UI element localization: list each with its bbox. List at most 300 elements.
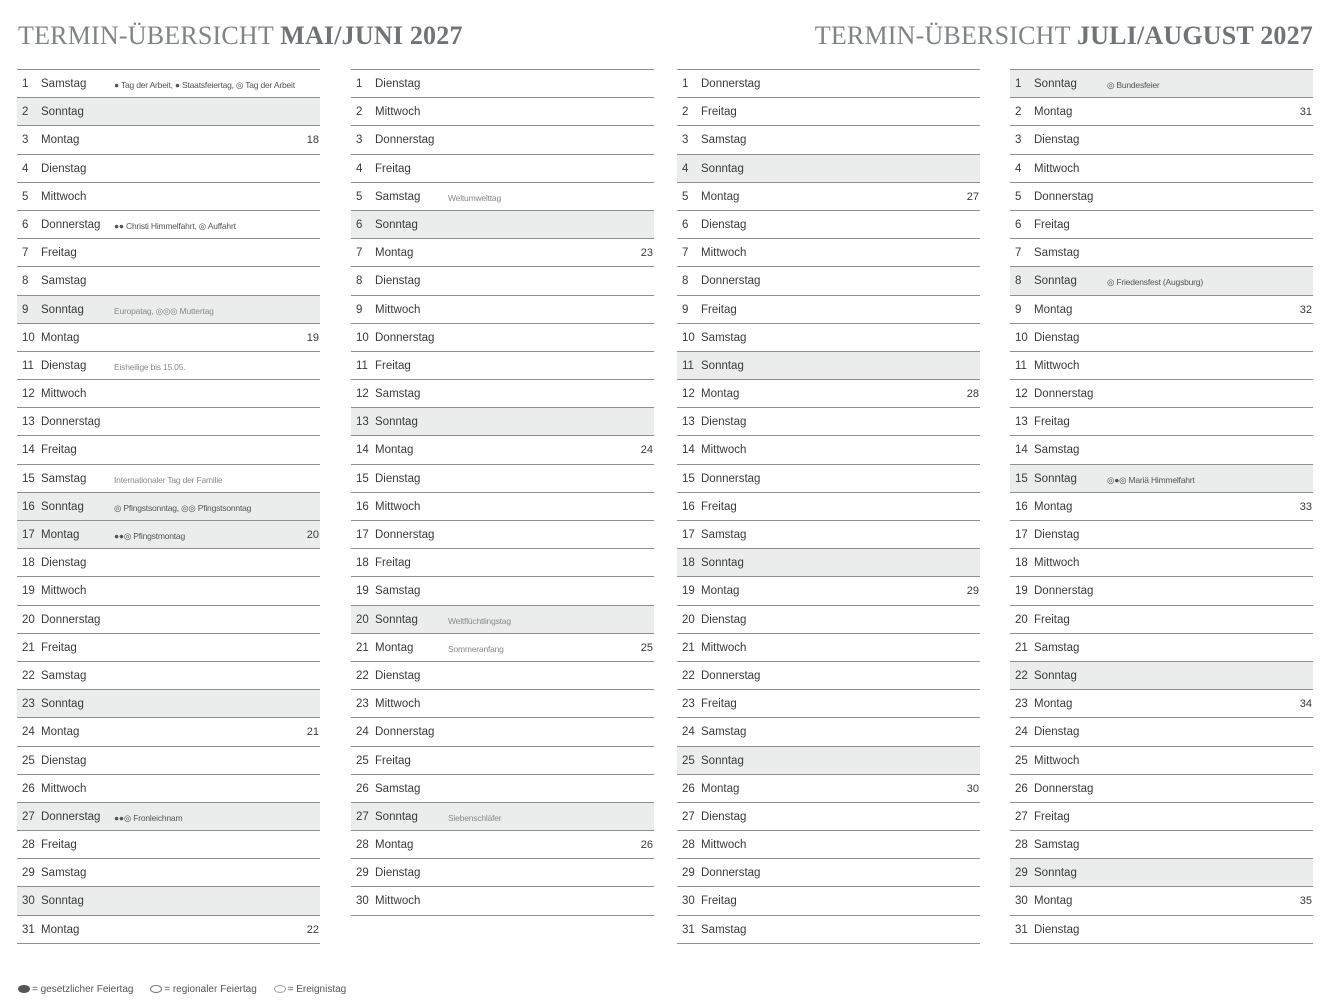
day-row bbox=[677, 717, 980, 745]
day-row bbox=[1010, 125, 1313, 153]
weekday-name: Mittwoch bbox=[375, 303, 421, 316]
weekday-name: Donnerstag bbox=[41, 218, 101, 231]
day-row bbox=[17, 125, 320, 153]
weekday-name: Montag bbox=[1034, 106, 1073, 119]
day-note: ◎ Pfingstsonntag, ◎◎ Pfingstsonntag bbox=[114, 502, 252, 513]
weekday-name: Mittwoch bbox=[1034, 162, 1080, 175]
day-number: 9 bbox=[1015, 303, 1022, 316]
day-row bbox=[677, 886, 980, 914]
weekday-name: Donnerstag bbox=[41, 613, 101, 626]
day-row bbox=[17, 576, 320, 604]
weekday-name: Montag bbox=[375, 641, 414, 654]
weekday-name: Montag bbox=[375, 444, 414, 457]
weekday-name: Sonntag bbox=[375, 613, 418, 626]
day-number: 16 bbox=[682, 500, 695, 513]
day-number: 3 bbox=[682, 134, 689, 147]
day-note: Weltumwelttag bbox=[448, 192, 501, 203]
day-number: 10 bbox=[356, 331, 369, 344]
title-bold: MAI/JUNI 2027 bbox=[280, 21, 463, 50]
day-row bbox=[677, 802, 980, 830]
day-number: 2 bbox=[356, 106, 363, 119]
day-row bbox=[17, 295, 320, 323]
day-row bbox=[351, 125, 654, 153]
day-number: 15 bbox=[22, 472, 35, 485]
weekday-name: Sonntag bbox=[375, 218, 418, 231]
weekday-name: Donnerstag bbox=[41, 810, 101, 823]
day-number: 22 bbox=[682, 669, 695, 682]
day-row bbox=[17, 774, 320, 802]
day-row bbox=[17, 435, 320, 463]
weekday-name: Freitag bbox=[375, 754, 411, 767]
day-number: 28 bbox=[1015, 839, 1028, 852]
day-row bbox=[351, 182, 654, 210]
weekday-name: Dienstag bbox=[1034, 923, 1080, 936]
day-row bbox=[17, 210, 320, 238]
weekday-name: Dienstag bbox=[1034, 331, 1080, 344]
day-row bbox=[677, 915, 980, 944]
day-number: 23 bbox=[682, 698, 695, 711]
page-title-right bbox=[815, 18, 1313, 54]
weekday-name: Freitag bbox=[375, 557, 411, 570]
day-row bbox=[351, 295, 654, 323]
weekday-name: Sonntag bbox=[701, 557, 744, 570]
day-row bbox=[1010, 323, 1313, 351]
day-row bbox=[1010, 858, 1313, 886]
day-row bbox=[1010, 492, 1313, 520]
day-number: 3 bbox=[22, 134, 29, 147]
day-number: 21 bbox=[22, 641, 35, 654]
day-note: Internationaler Tag der Familie bbox=[114, 474, 223, 485]
weekday-name: Donnerstag bbox=[701, 669, 761, 682]
day-number: 15 bbox=[356, 472, 369, 485]
day-row bbox=[17, 266, 320, 294]
day-row bbox=[17, 689, 320, 717]
day-row bbox=[1010, 97, 1313, 125]
day-number: 13 bbox=[22, 416, 35, 429]
weekday-name: Dienstag bbox=[701, 810, 747, 823]
day-row bbox=[1010, 802, 1313, 830]
weekday-name: Samstag bbox=[375, 388, 421, 401]
weekday-name: Donnerstag bbox=[701, 78, 761, 90]
day-row bbox=[351, 379, 654, 407]
day-number: 10 bbox=[22, 331, 35, 344]
day-number: 13 bbox=[356, 416, 369, 429]
weekday-name: Montag bbox=[1034, 500, 1073, 513]
legend-label: = regionaler Feiertag bbox=[164, 984, 257, 995]
day-row bbox=[17, 858, 320, 886]
day-number: 18 bbox=[356, 557, 369, 570]
weekday-name: Sonntag bbox=[701, 754, 744, 767]
day-row bbox=[351, 492, 654, 520]
month-column-mai bbox=[17, 69, 320, 944]
day-row bbox=[1010, 774, 1313, 802]
day-row bbox=[17, 464, 320, 492]
day-row bbox=[677, 351, 980, 379]
day-number: 2 bbox=[1015, 106, 1022, 119]
weekday-name: Sonntag bbox=[41, 303, 84, 316]
week-number: 20 bbox=[306, 529, 319, 541]
legend bbox=[18, 984, 360, 995]
weekday-name: Montag bbox=[41, 134, 80, 147]
legend-legal bbox=[18, 984, 133, 995]
legend-label: = gesetzlicher Feiertag bbox=[32, 984, 134, 995]
day-number: 16 bbox=[356, 500, 369, 513]
day-number: 17 bbox=[22, 529, 35, 541]
day-row bbox=[1010, 886, 1313, 914]
weekday-name: Samstag bbox=[1034, 247, 1080, 260]
weekday-name: Montag bbox=[701, 388, 740, 401]
weekday-name: Donnerstag bbox=[375, 529, 435, 541]
day-number: 27 bbox=[356, 810, 369, 823]
day-number: 23 bbox=[22, 698, 35, 711]
day-row bbox=[1010, 746, 1313, 774]
day-number: 31 bbox=[1015, 923, 1028, 936]
title-bold: JULI/AUGUST 2027 bbox=[1076, 21, 1313, 50]
weekday-name: Montag bbox=[1034, 303, 1073, 316]
event-day-icon bbox=[274, 985, 286, 993]
day-row bbox=[351, 746, 654, 774]
day-row bbox=[677, 435, 980, 463]
day-row bbox=[351, 407, 654, 435]
weekday-name: Freitag bbox=[375, 162, 411, 175]
weekday-name: Dienstag bbox=[1034, 529, 1080, 541]
day-number: 25 bbox=[22, 754, 35, 767]
day-row bbox=[17, 97, 320, 125]
day-number: 6 bbox=[22, 218, 29, 231]
day-number: 20 bbox=[1015, 613, 1028, 626]
day-row bbox=[351, 886, 654, 915]
day-number: 22 bbox=[356, 669, 369, 682]
day-row bbox=[677, 858, 980, 886]
weekday-name: Montag bbox=[41, 331, 80, 344]
day-row bbox=[677, 576, 980, 604]
day-row bbox=[17, 182, 320, 210]
day-number: 9 bbox=[682, 303, 689, 316]
day-row bbox=[351, 689, 654, 717]
weekday-name: Montag bbox=[41, 726, 80, 739]
weekday-name: Freitag bbox=[375, 359, 411, 372]
day-number: 20 bbox=[682, 613, 695, 626]
month-column-juni bbox=[351, 69, 654, 916]
weekday-name: Montag bbox=[375, 247, 414, 260]
weekday-name: Freitag bbox=[41, 641, 77, 654]
day-number: 27 bbox=[22, 810, 35, 823]
day-number: 29 bbox=[1015, 867, 1028, 880]
day-number: 2 bbox=[22, 106, 29, 119]
day-number: 30 bbox=[1015, 895, 1028, 908]
day-number: 9 bbox=[356, 303, 363, 316]
weekday-name: Donnerstag bbox=[375, 331, 435, 344]
day-number: 28 bbox=[22, 839, 35, 852]
weekday-name: Freitag bbox=[701, 303, 737, 316]
day-row bbox=[17, 379, 320, 407]
day-row bbox=[1010, 717, 1313, 745]
day-row bbox=[351, 633, 654, 661]
month-column-august bbox=[1010, 69, 1313, 944]
day-number: 29 bbox=[22, 867, 35, 880]
weekday-name: Montag bbox=[41, 923, 80, 936]
day-row bbox=[351, 774, 654, 802]
weekday-name: Mittwoch bbox=[1034, 557, 1080, 570]
day-row bbox=[677, 746, 980, 774]
weekday-name: Freitag bbox=[41, 247, 77, 260]
day-number: 14 bbox=[356, 444, 369, 457]
day-row bbox=[677, 182, 980, 210]
weekday-name: Freitag bbox=[701, 106, 737, 119]
day-row bbox=[351, 323, 654, 351]
day-number: 12 bbox=[682, 388, 695, 401]
page-title-left bbox=[18, 18, 463, 54]
week-number: 25 bbox=[640, 641, 653, 654]
legend-event bbox=[274, 984, 347, 995]
week-number: 28 bbox=[966, 388, 979, 401]
day-note: Sommeranfang bbox=[448, 643, 504, 654]
day-row bbox=[1010, 351, 1313, 379]
day-row bbox=[1010, 266, 1313, 294]
weekday-name: Sonntag bbox=[375, 416, 418, 429]
day-row bbox=[1010, 689, 1313, 717]
day-row bbox=[17, 520, 320, 548]
day-row bbox=[1010, 548, 1313, 576]
day-note: ◎ Bundesfeier bbox=[1107, 80, 1160, 90]
weekday-name: Mittwoch bbox=[701, 247, 747, 260]
weekday-name: Samstag bbox=[41, 867, 87, 880]
week-number: 33 bbox=[1299, 500, 1312, 513]
day-row bbox=[17, 802, 320, 830]
day-row bbox=[1010, 915, 1313, 944]
weekday-name: Donnerstag bbox=[41, 416, 101, 429]
day-number: 26 bbox=[682, 782, 695, 795]
day-row bbox=[351, 435, 654, 463]
day-row bbox=[351, 661, 654, 689]
legend-regional bbox=[150, 984, 257, 995]
day-number: 27 bbox=[682, 810, 695, 823]
weekday-name: Dienstag bbox=[701, 416, 747, 429]
weekday-name: Donnerstag bbox=[701, 867, 761, 880]
day-note: ● Tag der Arbeit, ● Staatsfeiertag, ◎ Tag der Arbeit bbox=[114, 80, 295, 90]
day-row bbox=[351, 548, 654, 576]
week-number: 18 bbox=[306, 134, 319, 147]
day-number: 28 bbox=[356, 839, 369, 852]
legal-holiday-icon bbox=[18, 985, 30, 993]
day-number: 12 bbox=[22, 388, 35, 401]
weekday-name: Mittwoch bbox=[41, 388, 87, 401]
day-row bbox=[17, 492, 320, 520]
day-number: 8 bbox=[356, 275, 363, 288]
day-number: 18 bbox=[682, 557, 695, 570]
day-row bbox=[677, 125, 980, 153]
weekday-name: Montag bbox=[375, 839, 414, 852]
day-number: 24 bbox=[1015, 726, 1028, 739]
weekday-name: Donnerstag bbox=[375, 726, 435, 739]
day-row bbox=[17, 830, 320, 858]
day-row bbox=[17, 351, 320, 379]
day-number: 7 bbox=[22, 247, 29, 260]
weekday-name: Freitag bbox=[41, 444, 77, 457]
weekday-name: Dienstag bbox=[701, 218, 747, 231]
weekday-name: Mittwoch bbox=[41, 585, 87, 598]
day-number: 4 bbox=[22, 162, 29, 175]
weekday-name: Samstag bbox=[1034, 839, 1080, 852]
day-row bbox=[17, 746, 320, 774]
day-number: 13 bbox=[682, 416, 695, 429]
day-row bbox=[351, 802, 654, 830]
weekday-name: Dienstag bbox=[41, 359, 87, 372]
weekday-name: Samstag bbox=[1034, 444, 1080, 457]
day-number: 24 bbox=[682, 726, 695, 739]
week-number: 34 bbox=[1299, 698, 1312, 711]
day-number: 30 bbox=[356, 895, 369, 908]
day-number: 26 bbox=[356, 782, 369, 795]
day-row bbox=[1010, 407, 1313, 435]
day-row bbox=[351, 154, 654, 182]
weekday-name: Mittwoch bbox=[375, 895, 421, 908]
day-row bbox=[351, 266, 654, 294]
day-number: 1 bbox=[682, 78, 689, 90]
day-number: 5 bbox=[682, 190, 689, 203]
day-number: 14 bbox=[1015, 444, 1028, 457]
weekday-name: Mittwoch bbox=[1034, 359, 1080, 372]
weekday-name: Mittwoch bbox=[701, 444, 747, 457]
day-row bbox=[677, 520, 980, 548]
day-row bbox=[17, 605, 320, 633]
weekday-name: Samstag bbox=[41, 669, 87, 682]
weekday-name: Samstag bbox=[41, 275, 87, 288]
day-number: 24 bbox=[22, 726, 35, 739]
day-number: 21 bbox=[1015, 641, 1028, 654]
day-row bbox=[1010, 830, 1313, 858]
week-number: 29 bbox=[966, 585, 979, 598]
day-note: ●●◎ Fronleichnam bbox=[114, 812, 183, 823]
weekday-name: Donnerstag bbox=[1034, 585, 1094, 598]
weekday-name: Dienstag bbox=[41, 754, 87, 767]
day-row bbox=[351, 97, 654, 125]
weekday-name: Dienstag bbox=[1034, 134, 1080, 147]
day-number: 8 bbox=[682, 275, 689, 288]
day-number: 15 bbox=[1015, 472, 1028, 485]
weekday-name: Freitag bbox=[701, 698, 737, 711]
weekday-name: Dienstag bbox=[701, 613, 747, 626]
day-number: 19 bbox=[22, 585, 35, 598]
day-note: ◎●◎ Mariä Himmelfahrt bbox=[1107, 474, 1195, 485]
weekday-name: Donnerstag bbox=[701, 275, 761, 288]
weekday-name: Dienstag bbox=[375, 472, 421, 485]
day-number: 11 bbox=[682, 359, 694, 372]
day-number: 29 bbox=[682, 867, 695, 880]
day-number: 3 bbox=[356, 134, 363, 147]
weekday-name: Samstag bbox=[375, 190, 421, 203]
day-row bbox=[351, 858, 654, 886]
weekday-name: Mittwoch bbox=[1034, 754, 1080, 767]
day-number: 21 bbox=[682, 641, 695, 654]
day-number: 10 bbox=[1015, 331, 1028, 344]
weekday-name: Samstag bbox=[375, 585, 421, 598]
day-number: 19 bbox=[356, 585, 369, 598]
day-row bbox=[677, 830, 980, 858]
day-row bbox=[1010, 210, 1313, 238]
weekday-name: Samstag bbox=[41, 78, 87, 90]
day-number: 25 bbox=[1015, 754, 1028, 767]
day-number: 18 bbox=[1015, 557, 1028, 570]
day-number: 14 bbox=[682, 444, 695, 457]
day-row bbox=[677, 492, 980, 520]
week-number: 22 bbox=[306, 923, 319, 936]
day-row bbox=[677, 464, 980, 492]
regional-holiday-icon bbox=[150, 985, 162, 993]
day-row bbox=[677, 689, 980, 717]
day-number: 12 bbox=[1015, 388, 1028, 401]
day-number: 27 bbox=[1015, 810, 1028, 823]
day-number: 21 bbox=[356, 641, 369, 654]
day-number: 25 bbox=[682, 754, 695, 767]
day-row bbox=[17, 238, 320, 266]
weekday-name: Samstag bbox=[701, 726, 747, 739]
title-light: TERMIN-ÜBERSICHT bbox=[814, 21, 1077, 50]
month-column-juli bbox=[677, 69, 980, 944]
day-number: 5 bbox=[1015, 190, 1022, 203]
day-number: 29 bbox=[356, 867, 369, 880]
day-note: Siebenschläfer bbox=[448, 812, 502, 823]
weekday-name: Freitag bbox=[1034, 416, 1070, 429]
weekday-name: Montag bbox=[1034, 698, 1073, 711]
day-note: Europatag, ◎◎◎ Muttertag bbox=[114, 305, 214, 316]
day-note: Eisheilige bis 15.05. bbox=[114, 361, 186, 372]
week-number: 24 bbox=[640, 444, 653, 457]
day-row bbox=[677, 295, 980, 323]
day-row bbox=[351, 238, 654, 266]
legend-label: = Ereignistag bbox=[287, 984, 347, 995]
weekday-name: Donnerstag bbox=[1034, 388, 1094, 401]
day-row bbox=[351, 464, 654, 492]
day-number: 16 bbox=[22, 500, 35, 513]
day-row bbox=[1010, 379, 1313, 407]
day-number: 19 bbox=[682, 585, 695, 598]
weekday-name: Sonntag bbox=[1034, 867, 1077, 880]
day-number: 23 bbox=[356, 698, 369, 711]
weekday-name: Montag bbox=[41, 529, 80, 541]
day-number: 8 bbox=[1015, 275, 1022, 288]
day-row bbox=[1010, 295, 1313, 323]
day-number: 14 bbox=[22, 444, 35, 457]
day-number: 31 bbox=[682, 923, 695, 936]
day-note: ●●◎ Pfingstmontag bbox=[114, 531, 185, 541]
weekday-name: Samstag bbox=[701, 923, 747, 936]
weekday-name: Montag bbox=[1034, 895, 1073, 908]
weekday-name: Freitag bbox=[1034, 218, 1070, 231]
day-row bbox=[17, 323, 320, 351]
weekday-name: Sonntag bbox=[1034, 275, 1077, 288]
week-number: 26 bbox=[640, 839, 653, 852]
weekday-name: Dienstag bbox=[41, 557, 87, 570]
day-number: 17 bbox=[682, 529, 695, 541]
day-row bbox=[351, 351, 654, 379]
weekday-name: Mittwoch bbox=[375, 106, 421, 119]
week-number: 19 bbox=[306, 331, 319, 344]
day-number: 16 bbox=[1015, 500, 1028, 513]
weekday-name: Freitag bbox=[1034, 810, 1070, 823]
week-number: 30 bbox=[966, 782, 979, 795]
day-note: Weltflüchtlingstag bbox=[448, 615, 511, 626]
weekday-name: Montag bbox=[701, 782, 740, 795]
day-row bbox=[677, 323, 980, 351]
day-number: 18 bbox=[22, 557, 35, 570]
day-row bbox=[677, 69, 980, 97]
weekday-name: Dienstag bbox=[375, 867, 421, 880]
day-number: 9 bbox=[22, 303, 29, 316]
day-row bbox=[351, 69, 654, 97]
day-row bbox=[677, 605, 980, 633]
weekday-name: Freitag bbox=[701, 500, 737, 513]
